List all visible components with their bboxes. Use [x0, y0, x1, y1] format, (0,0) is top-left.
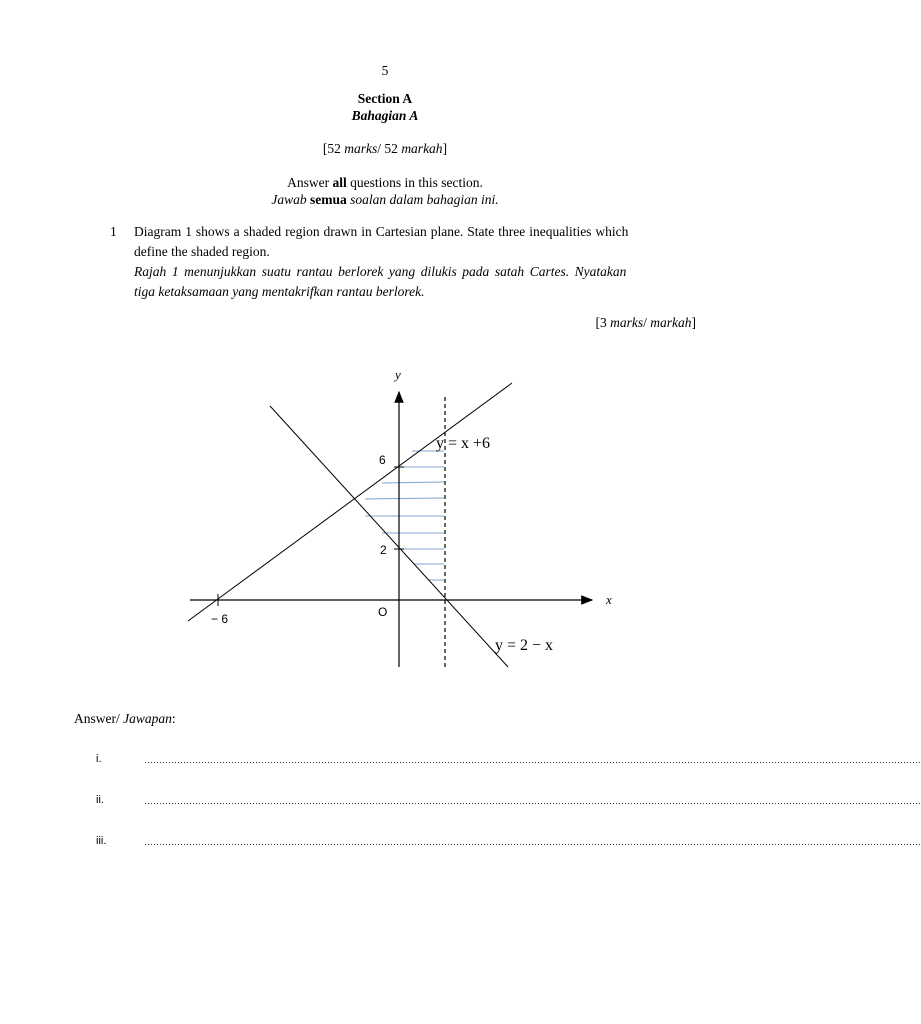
- question-text-ms-line1: Rajah 1 menunjukkan suatu rantau berlorek yang dilukis pada satah Cartes. Nyatakan: [134, 264, 627, 279]
- origin-label: O: [378, 605, 388, 619]
- line1-x: x: [461, 435, 470, 452]
- instruction-post: questions in this section.: [346, 175, 483, 190]
- question-marks-close: ]: [691, 315, 696, 330]
- answer-row-2-line[interactable]: …………………………………………………………………………………………………………………………………………………………………………………………………………………………………….: [144, 796, 921, 806]
- line2-x: x: [545, 637, 554, 654]
- tick-x-neg6-label: − 6: [211, 612, 229, 626]
- section-marks-mid: / 52: [377, 141, 402, 156]
- hatch-line: [365, 498, 444, 499]
- section-marks-word: marks: [344, 141, 378, 156]
- question-text-line2: define the shaded region.: [134, 244, 270, 259]
- instruction-ms-bold: semua: [309, 192, 347, 207]
- instruction-pre: Answer: [287, 175, 333, 190]
- line1-eq: =: [444, 435, 462, 452]
- answer-row-1-number: i.: [96, 753, 102, 765]
- answer-label: [74, 709, 176, 729]
- line-y-eq-x-plus-6: [188, 383, 512, 621]
- question-marks-word: marks: [610, 315, 644, 330]
- question-marks-word-ms: markah: [650, 315, 692, 330]
- answer-row-3-line[interactable]: …………………………………………………………………………………………………………………………………………………………………………………………………………………………………….: [144, 837, 921, 847]
- instruction-ms-post: soalan dalam bahagian ini.: [346, 192, 499, 207]
- answer-row-2-number: ii.: [96, 794, 104, 806]
- question-text-line1: Diagram 1 shows a shaded region drawn in Cartesian plane. State three inequalities which: [134, 224, 629, 239]
- shaded-region-hatching: [365, 451, 444, 580]
- answer-label-en: Answer/: [74, 711, 124, 726]
- instruction-ms-pre: Jawab: [271, 192, 310, 207]
- axis-x-label: x: [606, 592, 612, 607]
- line1-y: y: [436, 435, 444, 452]
- answer-label-ms: Jawapan: [123, 711, 172, 726]
- hatch-line: [382, 482, 444, 483]
- section-marks-open: [52: [322, 141, 345, 156]
- question-number: 1: [110, 224, 117, 239]
- tick-y-2-label: 2: [380, 543, 387, 557]
- answer-row-3-number: iii.: [96, 835, 107, 847]
- line2-y: y: [495, 637, 503, 654]
- question-marks-sep: /: [643, 315, 651, 330]
- section-marks-word-ms: markah: [401, 141, 443, 156]
- page-number: 5: [381, 63, 389, 78]
- question-marks-open: [3: [595, 315, 611, 330]
- line1-const: +6: [469, 435, 491, 452]
- line2-eq: = 2 −: [503, 637, 546, 654]
- line1-label: [436, 435, 490, 452]
- question-text-ms-line2: tiga ketaksamaan yang mentakrifkan rantau berlorek.: [134, 284, 425, 299]
- answer-label-colon: :: [171, 711, 176, 726]
- section-title-ms: Bahagian A: [351, 108, 419, 123]
- section-title: Section A: [357, 91, 413, 106]
- tick-y-6-label: 6: [379, 453, 386, 467]
- line2-label: [495, 637, 553, 654]
- instruction-bold: all: [332, 175, 347, 190]
- axis-y-label: y: [395, 367, 401, 382]
- answer-row-1-line[interactable]: …………………………………………………………………………………………………………………………………………………………………………………………………………………………………….: [144, 755, 921, 765]
- section-marks-close: ]: [442, 141, 448, 156]
